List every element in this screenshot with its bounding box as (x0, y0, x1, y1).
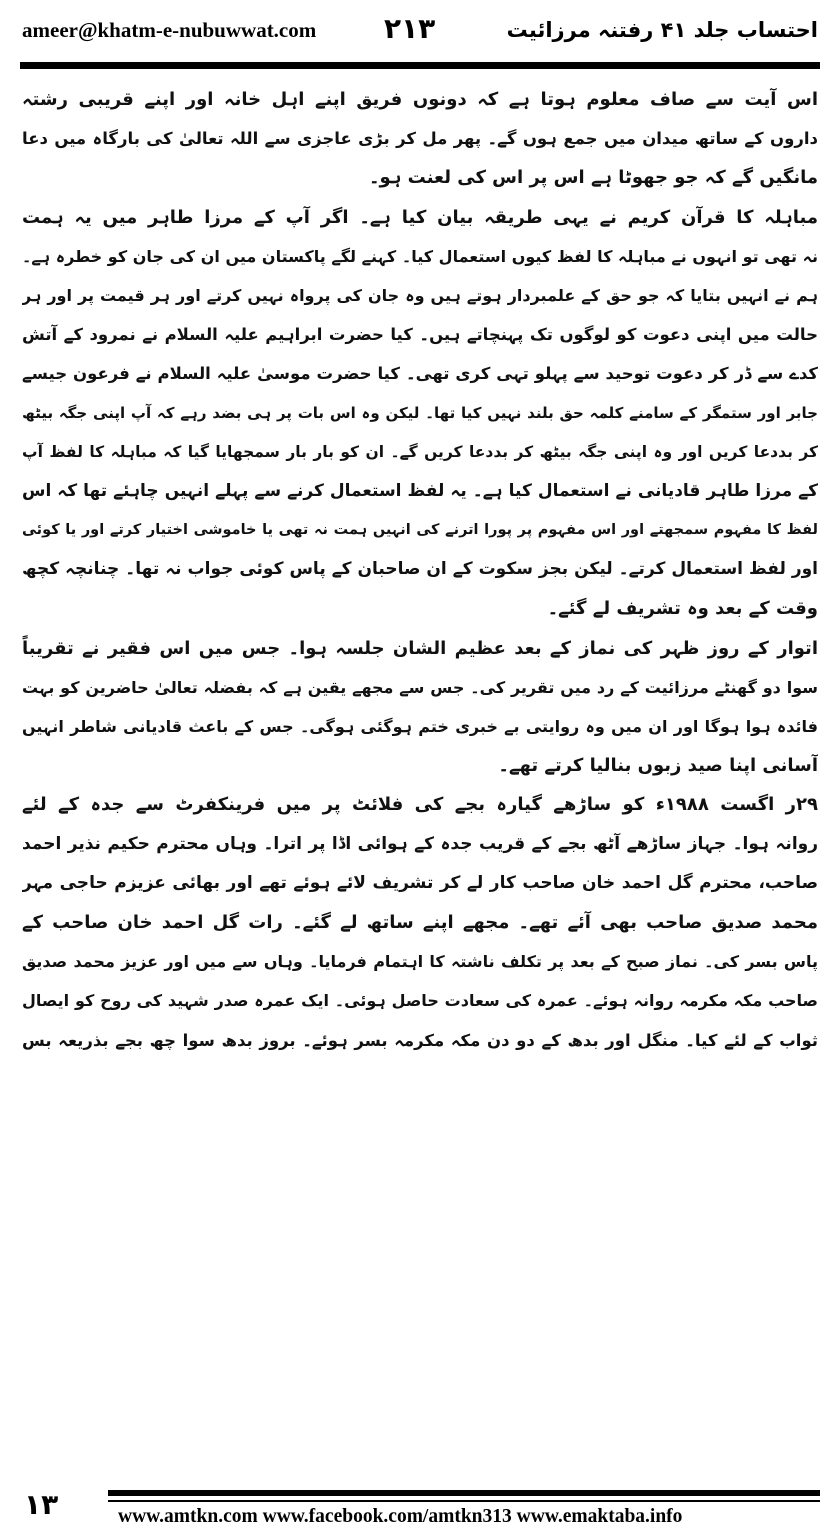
body-line: صاحب، محترم گل احمد خان صاحب کار لے کر تشریف لائے ہوئے تھے اور بھائی عزیزم حاجی مہر (22, 872, 818, 893)
body-line: ثواب کے لئے کیا۔ منگل اور بدھ کے دو دن مکہ مکرمہ بسر ہوئے۔ بروز بدھ سوا چھ بجے بذریعہ بس (22, 1030, 818, 1050)
body-line: ۲۹ر اگست ۱۹۸۸ء کو ساڑھے گیارہ بجے کی فلائٹ پر میں فرینکفرٹ سے جدہ کے لئے (22, 794, 818, 816)
body-line: محمد صدیق صاحب بھی آئے تھے۔ مجھے اپنے ساتھ لے گئے۔ رات گل احمد خان صاحب کے (22, 911, 818, 933)
body-line: کے مرزا طاہر قادیانی نے استعمال کیا ہے۔ یہ لفظ استعمال کرنے سے پہلے انہیں چاہئے تھا کہ اس (22, 480, 818, 501)
body-line: اس آیت سے صاف معلوم ہوتا ہے کہ دونوں فریق اپنے اہل خانہ اور اپنے قریبی رشتہ (22, 89, 818, 110)
body-line: جابر اور ستمگر کے سامنے کلمہ حق بلند نہیں کیا تھا۔ لیکن وہ اس بات پر ہی بضد رہے کہ آپ اپنی جگہ بیٹھ (22, 403, 818, 422)
body-line: پاس بسر کی۔ نماز صبح کے بعد پر تکلف ناشتہ کا اہتمام فرمایا۔ وہاں سے میں اور عزیز محمد صدیق (22, 952, 818, 972)
body-line: روانہ ہوا۔ جہاز ساڑھے آٹھ بجے کے قریب جدہ کے ہوائی اڈا پر اترا۔ وہاں محترم حکیم نذیر احمد (22, 833, 818, 854)
header-book-title: احتساب جلد ۴۱ رفتنہ مرزائیت (506, 18, 818, 42)
body-line: مانگیں گے کہ جو جھوٹا ہے اس پر اس کی لعنت ہو۔ (369, 167, 818, 189)
body-line: مباہلہ کا قرآن کریم نے یہی طریقہ بیان کیا ہے۔ اگر آپ کے مرزا طاہر میں یہ ہمت (22, 206, 818, 228)
body-line: سوا دو گھنٹے مرزائیت کے رد میں تقریر کی۔ جس سے مجھے یقین ہے کہ بفضلہ تعالیٰ حاضرین کو بہت (22, 677, 818, 697)
body-line: اور لفظ استعمال کرتے۔ لیکن بجز سکوت کے ان صاحبان کے پاس کوئی جواب نہ تھا۔ چنانچہ کچھ (22, 559, 818, 580)
header-page-number: ۲۱۳ (384, 12, 436, 45)
footer-page-number: ۱۳ (24, 1488, 59, 1521)
body-line: صاحب مکہ مکرمہ روانہ ہوئے۔ عمرہ کی سعادت حاصل ہوئی۔ ایک عمرہ صدر شہید کی روح کو ایصال (22, 991, 818, 1011)
footer-rule-thin (108, 1500, 820, 1502)
header-email: ameer@khatm-e-nubuwwat.com (22, 18, 317, 42)
footer-rule-thick (108, 1490, 820, 1496)
body-line: نہ تھی تو انہوں نے مباہلہ کا لفظ کیوں استعمال کیا۔ کہنے لگے پاکستان میں ان کی جان کو خطرہ ہے۔ (22, 246, 818, 266)
body-line: فائدہ ہوا ہوگا اور ان میں وہ روایتی بے خبری ختم ہوگئی ہوگی۔ جس کے باعث قادیانی شاطر انہیں (22, 717, 818, 736)
body-line: کر بددعا کریں اور وہ اپنی جگہ بیٹھ کر بددعا کریں گے۔ ان کو بار بار سمجھایا گیا کہ مباہلہ کا لفظ آپ (22, 442, 818, 461)
body-line: داروں کے ساتھ میدان میں جمع ہوں گے۔ پھر مل کر بڑی عاجزی سے اللہ تعالیٰ کی بارگاہ میں دعا (22, 129, 818, 149)
body-line: ہم نے انہیں بتایا کہ جو حق کے علمبردار ہوتے ہیں وہ جان کی پرواہ نہیں کرتے اور ہر قیمت پر اور ہر (22, 285, 818, 305)
footer-urls: www.amtkn.com www.facebook.com/amtkn313 www.emaktaba.info (118, 1506, 683, 1527)
body-text (22, 80, 818, 1060)
body-line: وقت کے بعد وہ تشریف لے گئے۔ (547, 598, 818, 620)
body-line: کدے سے ڈر کر دعوت توحید سے پہلو تہی کری تھی۔ کیا حضرت موسیٰ علیہ السلام نے فرعون جیسے (22, 364, 818, 384)
body-line: حالت میں اپنی دعوت کو لوگوں تک پہنچاتے ہیں۔ کیا حضرت ابراہیم علیہ السلام نے نمرود کے آتش (22, 325, 818, 345)
body-line: آسانی اپنا صید زبوں بنالیا کرتے تھے۔ (498, 755, 818, 777)
body-line: اتوار کے روز ظہر کی نماز کے بعد عظیم الشان جلسہ ہوا۔ جس میں اس فقیر نے تقریباً (22, 637, 818, 659)
header-rule (20, 62, 820, 69)
body-line: لفظ کا مفہوم سمجھتے اور اس مفہوم پر پورا اترنے کی انہیں ہمت نہ تھی یا خاموشی اختیار کرتے اور یا کوئی (22, 522, 818, 539)
